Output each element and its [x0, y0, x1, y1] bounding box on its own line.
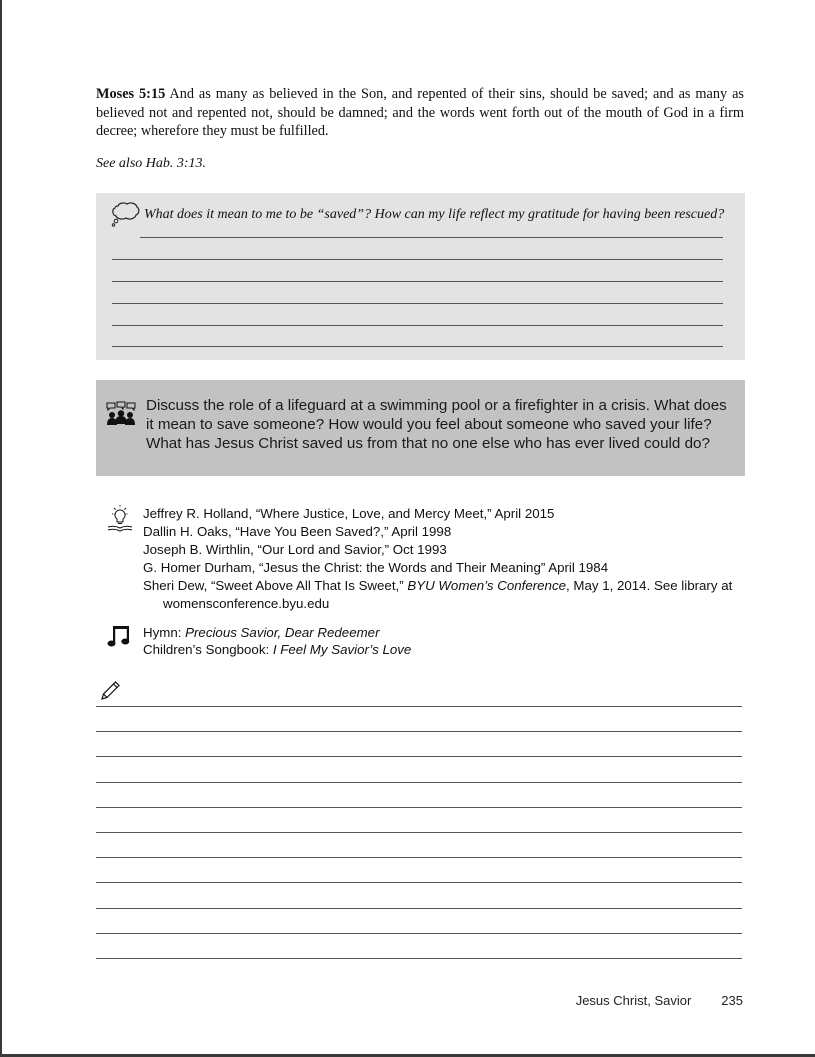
page-edge-left	[0, 0, 2, 1057]
notes-line[interactable]	[96, 832, 742, 833]
page-number: 235	[721, 993, 743, 1008]
thought-bubble-icon	[110, 202, 140, 228]
lightbulb-book-icon	[107, 505, 133, 533]
notes-line[interactable]	[96, 933, 742, 934]
footer-chapter-title: Jesus Christ, Savior	[575, 993, 692, 1008]
writing-line[interactable]	[112, 259, 723, 260]
hymn-label: Hymn:	[143, 625, 186, 640]
page-footer	[560, 993, 743, 1008]
discussion-prompt: Discuss the role of a lifeguard at a swimming pool or a firefighter in a crisis. What does it mean to save someone? How would you feel about someone who saved your life? What has Jesus Christ saved us from that no one else who has ever lived could do?	[146, 397, 727, 452]
notes-line[interactable]	[96, 882, 742, 883]
reference-dew-suffix: , May 1, 2014. See library at	[566, 578, 733, 593]
notes-line[interactable]	[96, 731, 742, 732]
reference-item-dew	[143, 577, 743, 595]
songbook-title: I Feel My Savior’s Love	[272, 642, 412, 657]
notes-line[interactable]	[96, 908, 742, 909]
music-note-icon	[106, 623, 132, 649]
notes-line[interactable]	[96, 756, 742, 757]
writing-line[interactable]	[140, 237, 723, 238]
music-list	[143, 624, 411, 658]
discussion-box	[96, 380, 745, 476]
group-discussion-icon	[106, 401, 136, 429]
further-reading-list	[143, 505, 743, 613]
writing-line[interactable]	[112, 303, 723, 304]
writing-line[interactable]	[112, 346, 723, 347]
reference-item: Joseph B. Wirthlin, “Our Lord and Savior,” Oct 1993	[143, 542, 447, 557]
reference-item: G. Homer Durham, “Jesus the Christ: the Words and Their Meaning” April 1984	[143, 560, 609, 575]
scripture-text: And as many as believed in the Son, and repented of their sins, should be saved; and as many as believed not and repented not, should be damned; and the words went forth out of the mouth of God in a firm decree; wherefore they must be fulfilled.	[96, 86, 744, 139]
notes-line[interactable]	[96, 807, 742, 808]
notes-line[interactable]	[96, 857, 742, 858]
songbook-label: Children’s Songbook:	[143, 642, 273, 657]
hymn-line	[143, 624, 411, 641]
hymn-title: Precious Savior, Dear Redeemer	[185, 625, 380, 640]
songbook-line	[143, 641, 411, 658]
see-also-reference: See also Hab. 3:13.	[96, 156, 207, 171]
reference-dew-publication: BYU Women’s Conference	[407, 578, 566, 593]
notes-line[interactable]	[96, 958, 742, 959]
pencil-icon	[99, 678, 123, 702]
scripture-reference: Moses 5:15	[96, 86, 166, 102]
reference-item: Jeffrey R. Holland, “Where Justice, Love, and Mercy Meet,” April 2015	[143, 506, 555, 521]
reference-dew-prefix: Sheri Dew, “Sweet Above All That Is Sweet,”	[143, 578, 408, 593]
writing-line[interactable]	[112, 281, 723, 282]
reflection-question: What does it mean to me to be “saved”? How can my life reflect my gratitude for having been rescued?	[144, 207, 725, 222]
scripture-passage	[96, 85, 744, 141]
reflection-box	[96, 193, 745, 360]
notes-line[interactable]	[96, 706, 742, 707]
writing-line[interactable]	[112, 325, 723, 326]
reference-item: Dallin H. Oaks, “Have You Been Saved?,” April 1998	[143, 524, 452, 539]
reference-url[interactable]: womensconference.byu.edu	[163, 596, 330, 611]
notes-line[interactable]	[96, 782, 742, 783]
